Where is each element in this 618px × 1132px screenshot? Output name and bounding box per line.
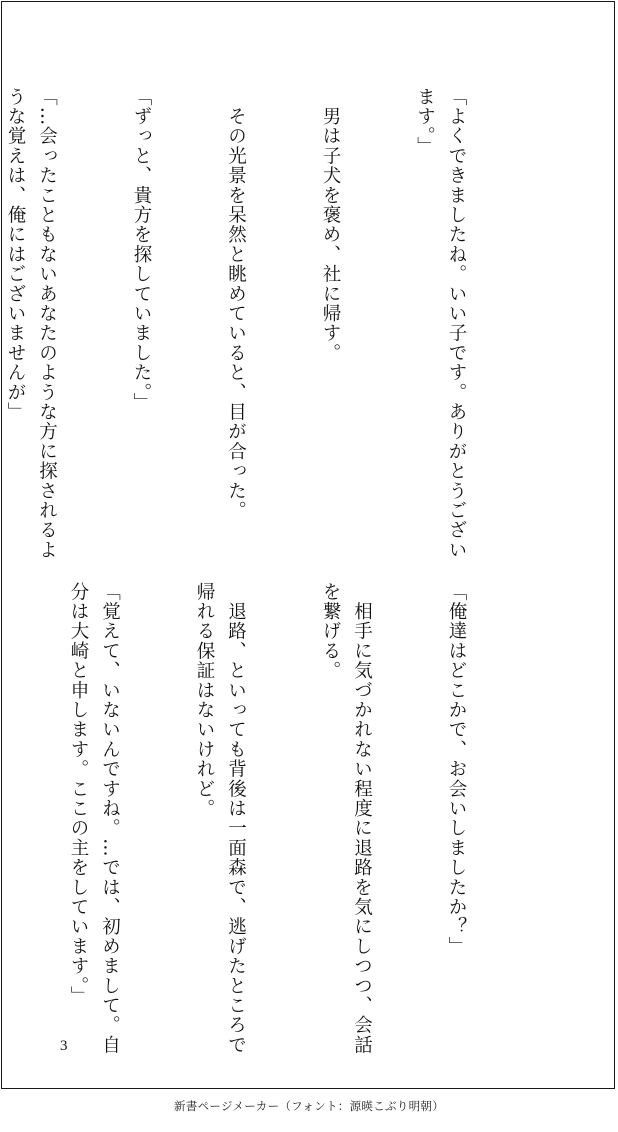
upper-text-block (0, 87, 535, 560)
paragraph: 「よくできましたね。いい子です。ありがとうござい ます。」 (414, 87, 467, 560)
paragraph: 相手に気づかれない程度に退路を気にしつつ、会話 を繋げる。 (320, 582, 373, 1055)
paragraph: 男は子犬を褒め、社に帰す。 (320, 87, 341, 363)
paragraph: 「俺達はどこかで、お会いしましたか？」 (446, 582, 467, 957)
paragraph: 「…会ったこともないあなたのような方に探されるよ うな覚えは、俺にはございませんが」 (5, 87, 58, 560)
paragraph: その光景を呆然と眺めていると、目が合った。 (225, 87, 247, 521)
footer-credit: 新書ページメーカー（フォント：源暎こぶり明朝） (173, 1099, 445, 1113)
paragraph: 「覚えて、いないんですね。…では、初めまして。自 分は大崎と申します。ここの主をしています。」 (68, 582, 121, 1055)
page-number: 3 (60, 1038, 68, 1054)
lower-text-block (0, 582, 535, 1055)
paragraph: 退路、といっても背後は一面森で、逃げたところで 帰れる保証はないけれど。 (194, 582, 247, 1055)
manuscript-page (1, 1, 615, 1089)
paragraph: 「ずっと、貴方を探していました。」 (131, 87, 152, 413)
